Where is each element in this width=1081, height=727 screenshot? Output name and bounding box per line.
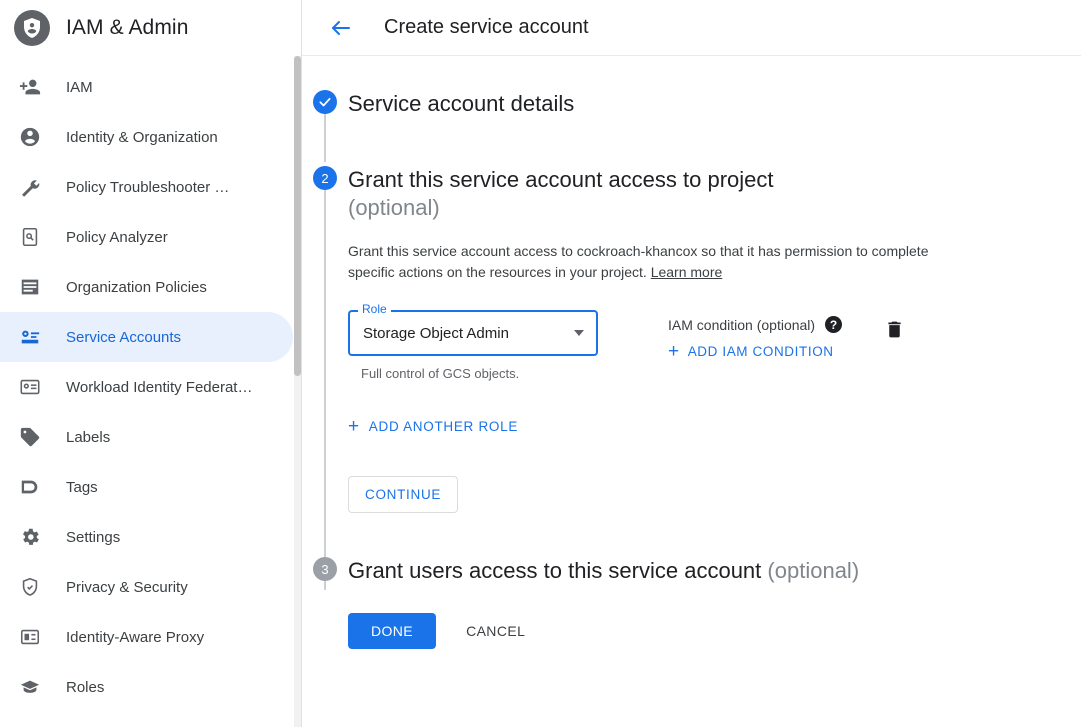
step2-title-text: Grant this service account access to project bbox=[348, 167, 774, 192]
sidebar-item-label: IAM bbox=[66, 78, 93, 96]
chevron-down-icon bbox=[574, 330, 584, 336]
sidebar-item-label: Organization Policies bbox=[66, 278, 207, 296]
step1-marker bbox=[313, 90, 337, 114]
sidebar-item-identity-aware-proxy[interactable] bbox=[0, 612, 301, 662]
iam-condition-label: IAM condition (optional) bbox=[668, 316, 816, 333]
step1-body bbox=[348, 90, 1081, 118]
sidebar-scrollbar-thumb[interactable] bbox=[294, 56, 301, 376]
help-icon[interactable]: ? bbox=[825, 316, 842, 333]
step-service-account-details bbox=[302, 90, 1081, 118]
step3-marker: 3 bbox=[313, 557, 337, 581]
sidebar-item-privacy-security[interactable] bbox=[0, 562, 301, 612]
step-grant-access-to-project bbox=[302, 166, 1081, 513]
step2-marker: 2 bbox=[313, 166, 337, 190]
step2-gutter bbox=[302, 166, 348, 513]
sidebar-item-workload-identity-federation[interactable] bbox=[0, 362, 301, 412]
wrench-icon bbox=[18, 175, 42, 199]
service-account-icon bbox=[18, 325, 42, 349]
step2-body bbox=[348, 166, 1081, 513]
role-row bbox=[348, 302, 1057, 381]
sidebar-item-policy-troubleshooter[interactable] bbox=[0, 162, 301, 212]
add-iam-condition-button[interactable] bbox=[668, 342, 842, 361]
step2-title bbox=[348, 166, 1057, 222]
sidebar-item-label: Settings bbox=[66, 528, 121, 546]
step1-title: Service account details bbox=[348, 91, 575, 116]
step-grant-users-access bbox=[302, 557, 1081, 585]
sidebar-item-identity-organization[interactable] bbox=[0, 112, 301, 162]
role-helper-text: Full control of GCS objects. bbox=[361, 366, 520, 381]
step3-gutter bbox=[302, 557, 348, 585]
role-selected-value: Storage Object Admin bbox=[363, 324, 509, 342]
arrow-back-icon[interactable] bbox=[326, 13, 356, 43]
step1-gutter bbox=[302, 90, 348, 118]
main-header bbox=[302, 0, 1081, 56]
add-another-role-label: ADD ANOTHER ROLE bbox=[368, 419, 519, 434]
step3-body bbox=[348, 557, 1081, 585]
sidebar-item-label: Tags bbox=[66, 478, 98, 496]
sidebar-item-label: Policy Troubleshooter … bbox=[66, 178, 230, 196]
learn-more-link[interactable]: Learn more bbox=[650, 264, 723, 280]
tag-icon bbox=[18, 475, 42, 499]
sidebar-nav bbox=[0, 56, 301, 712]
shield-person-icon bbox=[14, 10, 50, 46]
sidebar-item-labels[interactable] bbox=[0, 412, 301, 462]
role-select[interactable] bbox=[348, 310, 598, 356]
step2-description bbox=[348, 241, 948, 283]
sidebar-item-label: Labels bbox=[66, 428, 111, 446]
sidebar-item-label: Roles bbox=[66, 678, 105, 696]
step2-optional: (optional) bbox=[348, 195, 440, 220]
page-title: Create service account bbox=[384, 16, 589, 38]
label-icon bbox=[18, 425, 42, 449]
proxy-icon bbox=[18, 625, 42, 649]
sidebar-item-service-accounts[interactable] bbox=[0, 312, 293, 362]
wizard-footer bbox=[348, 613, 1081, 649]
step3-optional: (optional) bbox=[767, 558, 860, 583]
gear-icon bbox=[18, 525, 42, 549]
sidebar-item-label: Workload Identity Federat… bbox=[66, 378, 253, 396]
step2-description-text: Grant this service account access to cockroach-khancox so that it has permission to complete specific actions on the resources in your project. bbox=[348, 243, 929, 280]
sidebar-item-roles[interactable] bbox=[0, 662, 301, 712]
sidebar-item-tags[interactable] bbox=[0, 462, 301, 512]
roles-hat-icon bbox=[18, 675, 42, 699]
person-add-icon bbox=[18, 75, 42, 99]
sidebar-item-label: Identity & Organization bbox=[66, 128, 218, 146]
trash-icon[interactable] bbox=[884, 310, 905, 345]
step1-connector bbox=[325, 114, 326, 162]
brand-title: IAM & Admin bbox=[66, 16, 189, 39]
wizard-content bbox=[302, 56, 1081, 649]
plus-icon: + bbox=[348, 416, 360, 437]
iam-condition-block bbox=[668, 310, 842, 361]
iam-condition-label-row bbox=[668, 316, 842, 333]
role-select-wrap bbox=[348, 302, 598, 381]
sidebar-item-label: Privacy & Security bbox=[66, 578, 188, 596]
done-button[interactable]: DONE bbox=[348, 613, 436, 649]
cancel-button[interactable]: CANCEL bbox=[458, 613, 533, 649]
sidebar-item-settings[interactable] bbox=[0, 512, 301, 562]
sidebar-item-policy-analyzer[interactable] bbox=[0, 212, 301, 262]
add-another-role-button[interactable] bbox=[348, 417, 518, 436]
main-panel bbox=[302, 0, 1081, 727]
step3-title-text: Grant users access to this service account bbox=[348, 558, 762, 583]
sidebar-item-iam[interactable] bbox=[0, 62, 301, 112]
continue-button[interactable]: CONTINUE bbox=[348, 476, 458, 513]
account-circle-icon bbox=[18, 125, 42, 149]
plus-icon: + bbox=[668, 341, 680, 362]
sidebar bbox=[0, 0, 302, 727]
sidebar-item-label: Service Accounts bbox=[66, 328, 182, 346]
list-card-icon bbox=[18, 275, 42, 299]
sidebar-item-organization-policies[interactable] bbox=[0, 262, 301, 312]
document-search-icon bbox=[18, 225, 42, 249]
step3-title bbox=[348, 557, 1057, 585]
role-select-label: Role bbox=[358, 302, 391, 316]
sidebar-item-label: Identity-Aware Proxy bbox=[66, 628, 205, 646]
id-card-icon bbox=[18, 375, 42, 399]
sidebar-header bbox=[0, 0, 301, 56]
add-iam-condition-label: ADD IAM CONDITION bbox=[687, 344, 834, 359]
shield-icon bbox=[18, 575, 42, 599]
sidebar-item-label: Policy Analyzer bbox=[66, 228, 168, 246]
step2-connector bbox=[325, 190, 326, 590]
